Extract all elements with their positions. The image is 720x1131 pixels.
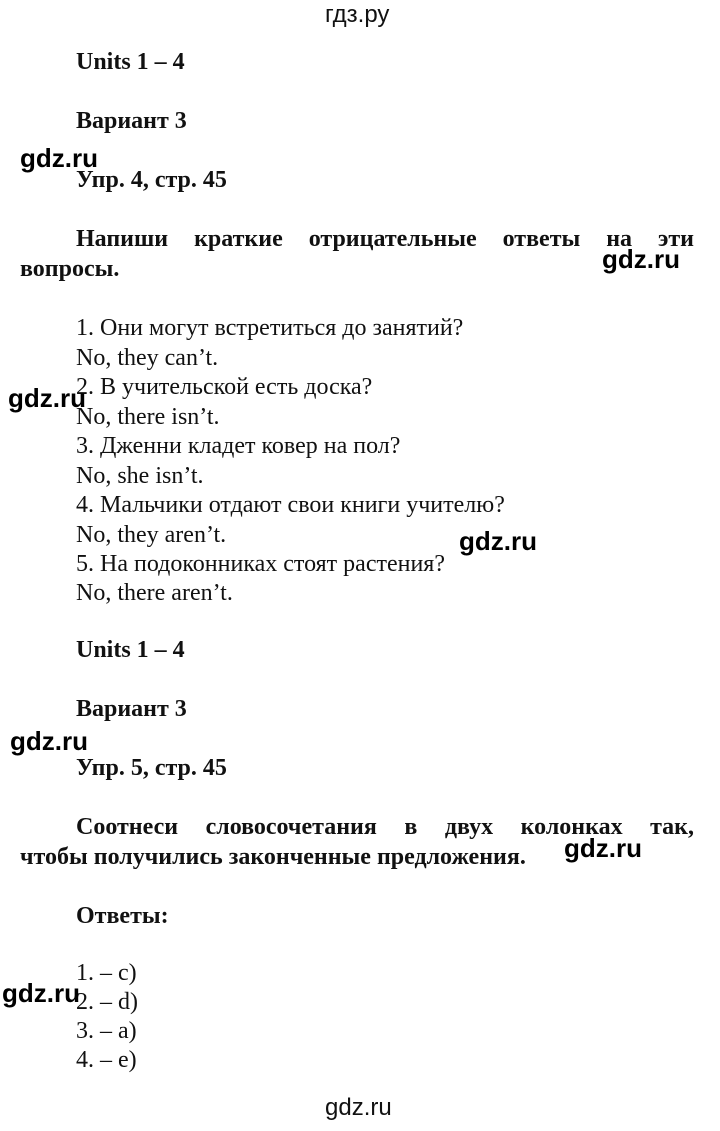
header-site-name: гдз.ру xyxy=(325,1,390,28)
units-heading: Units 1 – 4 xyxy=(76,49,185,75)
task-instruction-line: Соотнеси словосочетания в двух колонках так, xyxy=(76,814,694,840)
units-heading: Units 1 – 4 xyxy=(76,637,185,663)
answers-label: Ответы: xyxy=(76,903,169,929)
variant-heading: Вариант 3 xyxy=(76,696,187,722)
answer-item: 4. – e) xyxy=(76,1047,137,1073)
question-item: 1. Они могут встретиться до занятий? xyxy=(76,315,464,341)
question-item: 3. Дженни кладет ковер на пол? xyxy=(76,433,401,459)
watermark-text: gdz.ru xyxy=(564,833,642,863)
question-item: 4. Мальчики отдают свои книги учителю? xyxy=(76,492,505,518)
answer-item: 3. – a) xyxy=(76,1018,137,1044)
task-instruction-line: вопросы. xyxy=(20,256,120,282)
task-instruction-line: чтобы получились законченные предложения. xyxy=(20,844,526,870)
answer-item: No, there isn’t. xyxy=(76,404,220,430)
watermark-text: gdz.ru xyxy=(20,143,98,173)
variant-heading: Вариант 3 xyxy=(76,108,187,134)
watermark-text: gdz.ru xyxy=(602,244,680,274)
question-item: 5. На подоконниках стоят растения? xyxy=(76,551,445,577)
watermark-text: gdz.ru xyxy=(8,383,86,413)
watermark-text: gdz.ru xyxy=(2,978,80,1008)
answer-item: 2. – d) xyxy=(76,989,138,1015)
exercise-heading: Упр. 5, стр. 45 xyxy=(76,755,227,781)
footer-site-name: gdz.ru xyxy=(325,1094,392,1121)
answer-item: No, they aren’t. xyxy=(76,522,227,548)
answer-item: No, she isn’t. xyxy=(76,463,204,489)
watermark-text: gdz.ru xyxy=(10,726,88,756)
answer-item: 1. – c) xyxy=(76,960,137,986)
watermark-text: gdz.ru xyxy=(459,526,537,556)
task-instruction-line: Напиши краткие отрицательные ответы на эти xyxy=(76,226,694,252)
question-item: 2. В учительской есть доска? xyxy=(76,374,373,400)
exercise-heading: Упр. 4, стр. 45 xyxy=(76,167,227,193)
answer-item: No, they can’t. xyxy=(76,345,219,371)
answer-item: No, there aren’t. xyxy=(76,580,233,606)
